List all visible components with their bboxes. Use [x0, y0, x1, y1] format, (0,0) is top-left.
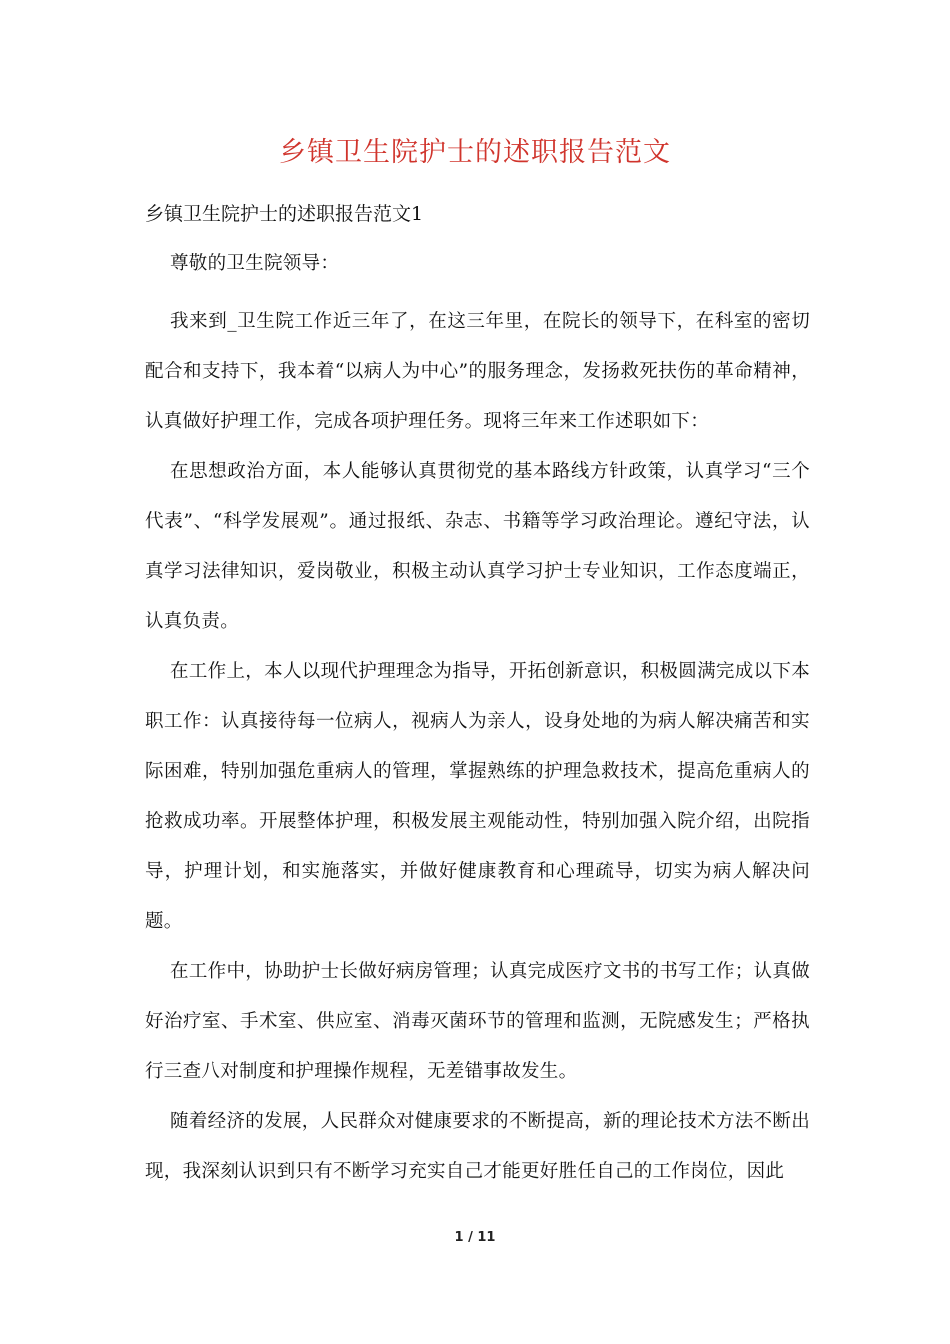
paragraph-ward-management: 在工作中，协助护士长做好病房管理；认真完成医疗文书的书写工作；认真做好治疗室、手术室、供应室、消毒灭菌环节的管理和监测，无院感发生；严格执行三查八对制度和护理操作规程，无差错事故发生。 — [145, 961, 810, 1082]
page-number: 1 / 11 — [454, 1230, 496, 1245]
greeting-line: 尊敬的卫生院领导： — [170, 253, 340, 274]
paragraph-intro: 我来到_卫生院工作近三年了，在这三年里，在院长的领导下，在科室的密切配合和支持下，我本着“以病人为中心”的服务理念，发扬救死扶伤的革命精神，认真做好护理工作，完成各项护理任务。现将三年来工作述职如下： — [145, 311, 810, 432]
document-title: 乡镇卫生院护士的述职报告范文 — [279, 137, 671, 168]
document-body — [145, 197, 810, 1197]
paragraph-learning: 随着经济的发展，人民群众对健康要求的不断提高，新的理论技术方法不断出现，我深刻认识到只有不断学习充实自己才能更好胜任自己的工作岗位，因此 — [145, 1111, 810, 1182]
paragraph-work: 在工作上，本人以现代护理理念为指导，开拓创新意识，积极圆满完成以下本职工作：认真接待每一位病人，视病人为亲人，设身处地的为病人解决痛苦和实际困难，特别加强危重病人的管理，掌握熟练的护理急救技术，提高危重病人的抢救成功率。开展整体护理，积极发展主观能动性，特别加强入院介绍，出院指导，护理计划，和实施落实，并做好健康教育和心理疏导，切实为病人解决问题。 — [145, 661, 810, 932]
paragraph-political: 在思想政治方面，本人能够认真贯彻党的基本路线方针政策，认真学习“三个代表”、“科学发展观”。通过报纸、杂志、书籍等学习政治理论。遵纪守法，认真学习法律知识，爱岗敬业，积极主动认真学习护士专业知识，工作态度端正，认真负责。 — [145, 461, 810, 632]
section-subtitle: 乡镇卫生院护士的述职报告范文1 — [145, 203, 424, 225]
